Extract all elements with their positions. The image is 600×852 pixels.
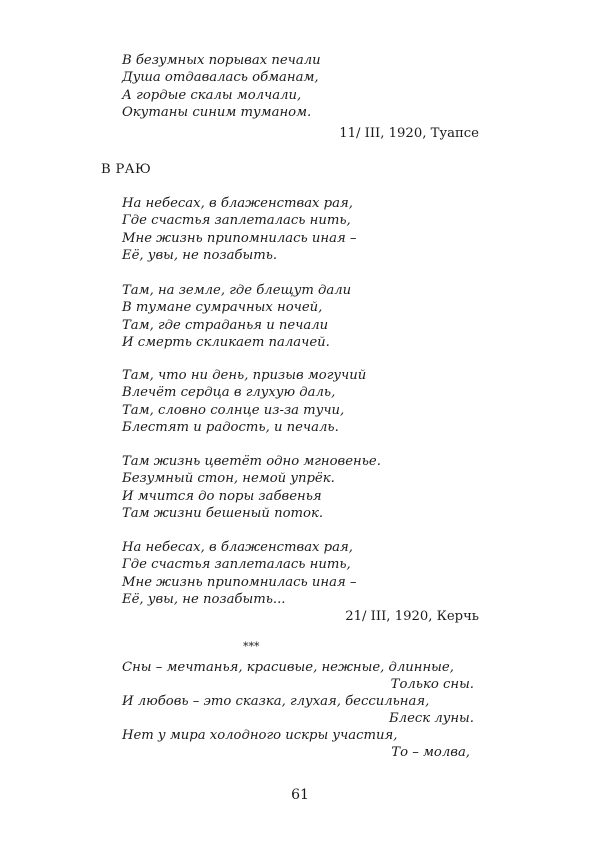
- verse-line-indented: Только сны.: [390, 677, 474, 692]
- verse-line: В безумных порывах печали: [122, 53, 321, 68]
- verse-line: На небесах, в блаженствах рая,: [122, 540, 353, 555]
- stanza-4: [122, 453, 381, 523]
- section-separator: ***: [243, 640, 260, 653]
- poem-title: В РАЮ: [101, 162, 151, 177]
- poem-end-stanza: [122, 52, 321, 122]
- verse-line: Влечёт сердца в глухую даль,: [122, 385, 336, 401]
- verse-line: Там жизни бешеный поток.: [122, 506, 324, 522]
- verse-line: И смерть скликает палачей.: [122, 335, 330, 351]
- verse-line: Блестят и радость, и печаль.: [122, 420, 339, 436]
- poem-dateline: 21/ III, 1920, Керчь: [345, 609, 479, 624]
- stanza-2: [122, 282, 351, 352]
- verse-line: Сны – мечтанья, красивые, нежные, длинные,: [122, 660, 454, 675]
- stanza-5: [122, 539, 356, 609]
- verse-line: Её, увы, не позабыть...: [122, 592, 286, 608]
- verse-line: И любовь – это сказка, глухая, бессильная,: [122, 694, 430, 709]
- verse-line: Где счастья заплеталась нить,: [122, 213, 351, 229]
- verse-line: Где счастья заплеталась нить,: [122, 557, 351, 573]
- page-number: 61: [291, 787, 309, 803]
- verse-line: Там жизнь цветёт одно мгновенье.: [122, 454, 381, 469]
- verse-line: Там, где страданья и печали: [122, 317, 329, 333]
- verse-line: Нет у мира холодного искры участия,: [122, 728, 398, 743]
- verse-line: Там, на земле, где блещут дали: [122, 283, 352, 298]
- poem-end-dateline: 11/ III, 1920, Туапсе: [339, 126, 479, 141]
- verse-line: Окутаны синим туманом.: [122, 105, 312, 121]
- stanza-1: [122, 195, 356, 265]
- verse-line: И мчится до поры забвенья: [122, 488, 322, 504]
- verse-line-indented: То – молва,: [391, 745, 470, 760]
- verse-line: Её, увы, не позабыть.: [122, 248, 278, 264]
- verse-line: Безумный стон, немой упрёк.: [122, 471, 335, 487]
- verse-line: Мне жизнь припомнилась иная –: [122, 230, 357, 246]
- verse-line: В тумане сумрачных ночей,: [122, 300, 323, 316]
- stanza-3: [122, 367, 366, 437]
- verse-line: На небесах, в блаженствах рая,: [122, 196, 353, 211]
- verse-line: Там, словно солнце из-за тучи,: [122, 402, 345, 418]
- verse-line: А гордые скалы молчали,: [122, 87, 302, 103]
- verse-line: Душа отдавалась обманам,: [122, 70, 319, 86]
- verse-line: Там, что ни день, призыв могучий: [122, 368, 367, 383]
- verse-line: Мне жизнь припомнилась иная –: [122, 574, 357, 590]
- verse-line-indented: Блеск луны.: [388, 711, 474, 726]
